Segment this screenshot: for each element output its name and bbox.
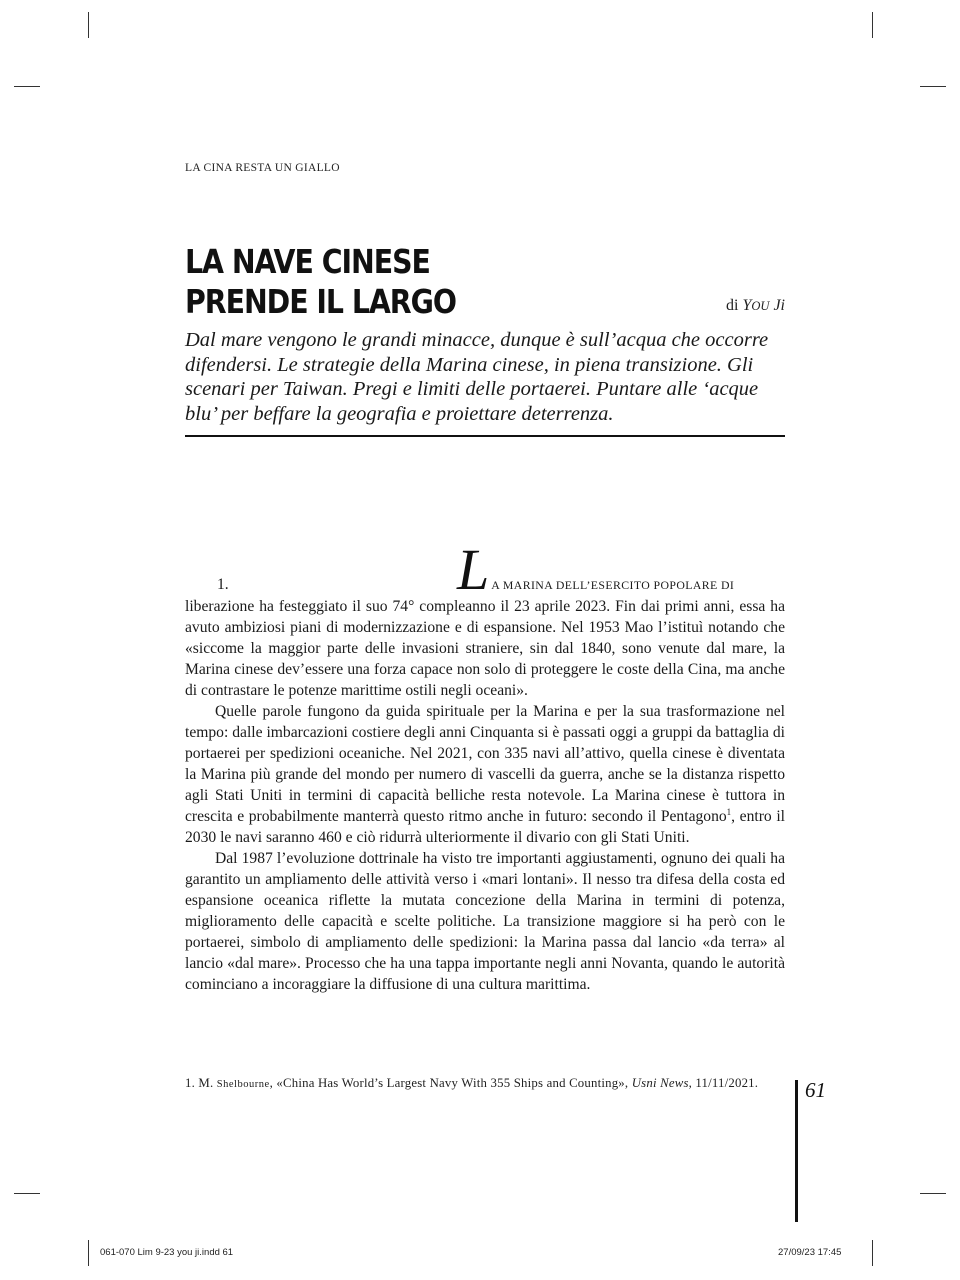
crop-mark xyxy=(88,1240,89,1266)
crop-mark xyxy=(872,12,873,38)
running-head: LA CINA RESTA UN GIALLO xyxy=(185,162,340,174)
paragraph-1 xyxy=(185,537,785,701)
footnote-author: Shelbourne xyxy=(216,1079,270,1090)
title-line-1: LA NAVE CINESE xyxy=(185,242,430,281)
slug-timestamp: 27/09/23 17:45 xyxy=(778,1247,842,1258)
paragraph-2-text-b: , entro il 2030 le navi saranno 460 e ciò ridurrà ulteriormente il divario con gli Stati Uniti. xyxy=(185,808,785,846)
section-number: 1. xyxy=(217,576,229,593)
opening-smallcaps: A MARINA DELL’ESERCITO POPOLARE DI xyxy=(491,578,735,592)
crop-mark xyxy=(872,1240,873,1266)
footnote-publication: Usni News xyxy=(631,1076,689,1090)
crop-mark xyxy=(920,1193,946,1194)
paragraph-1-text: liberazione ha festeggiato il suo 74° compleanno il 23 aprile 2023. Fin dai primi anni, essa ha avuto ambiziosi piani di modernizzazione e di espansione. Nel 1953 Mao l’istituì notando che «siccome la maggior parte delle invasioni straniere, sin dal 1840, sono venute dal mare, la Marina cinese dev’essere una forza capace non solo di proteggere le coste della Cina, ma anche di contrastare le potenze marittime ostili negli oceani». xyxy=(185,598,785,699)
article-body xyxy=(185,537,785,995)
title-line-2: PRENDE IL LARGO xyxy=(185,282,456,321)
subtitle-rule xyxy=(185,435,785,437)
article-title xyxy=(185,242,456,322)
crop-mark xyxy=(14,1193,40,1194)
page-number-rule xyxy=(795,1080,798,1222)
author-initial: Y xyxy=(742,297,752,314)
author-rest: OU xyxy=(751,299,770,313)
byline xyxy=(726,297,785,315)
footnote-ref[interactable]: 1 xyxy=(726,806,732,817)
crop-mark xyxy=(14,86,40,87)
footnote-date: , 11/11/2021. xyxy=(688,1076,759,1090)
crop-mark xyxy=(920,86,946,87)
paragraph-2-text-a: Quelle parole fungono da guida spirituale per la Marina e per la sua trasformazione nel tempo: dalle imbarcazioni costiere degli anni Cinquanta si è passati oggi a gruppi da battaglia di portaerei per spedizioni oceaniche. Nel 2021, con 335 navi all’attivo, quella cinese è diventata la Marina più grande del mondo per numero di vascelli da guerra, anche se la distanza rispetto agli Stati Uniti in termini di capacità belliche resta notevole. La Marina cinese è tuttora in crescita e probabilmente manterrà questo ritmo anche in futuro: secondo il Pentagono xyxy=(185,703,785,825)
footnote-title: , «China Has World’s Largest Navy With 355 Ships and Counting», xyxy=(269,1076,629,1090)
author-name xyxy=(742,297,785,314)
footnote-number: 1. M. xyxy=(185,1076,214,1090)
slug-filename: 061-070 Lim 9-23 you ji.indd 61 xyxy=(100,1247,234,1258)
paragraph-2 xyxy=(185,701,785,848)
author-last: Ji xyxy=(773,297,785,314)
byline-prefix: di xyxy=(726,297,739,314)
page-number: 61 xyxy=(805,1078,826,1102)
paragraph-3: Dal 1987 l’evoluzione dottrinale ha visto tre importanti aggiustamenti, ognuno dei quali ha garantito un ampliamento delle attività verso i «mari lontani». Il nesso tra difesa della costa ed espansione oceanica riflette la mutata concezione della Marina in termini di potenza, miglioramento delle capacità e scelte politiche. La transizione maggiore si ha però con le portaerei, simbolo di ampliamento delle spedizioni: la Marina passa dal lancio «da terra» al lancio «dal mare». Processo che ha una tappa importante negli anni Novanta, quando le autorità cominciano a incoraggiare la diffusione di una cultura marittima. xyxy=(185,850,785,993)
crop-mark xyxy=(88,12,89,38)
drop-cap: L xyxy=(457,537,490,602)
footnote xyxy=(185,1075,785,1093)
first-line xyxy=(185,537,785,602)
article-subtitle: Dal mare vengono le grandi minacce, dunque è sull’acqua che occorre difendersi. Le strategie della Marina cinese, in piena transizione. Gli scenari per Taiwan. Pregi e limiti delle portaerei. Puntare alle ‘acque blu’ per beffare la geografia e proiettare deterrenza. xyxy=(185,329,769,425)
